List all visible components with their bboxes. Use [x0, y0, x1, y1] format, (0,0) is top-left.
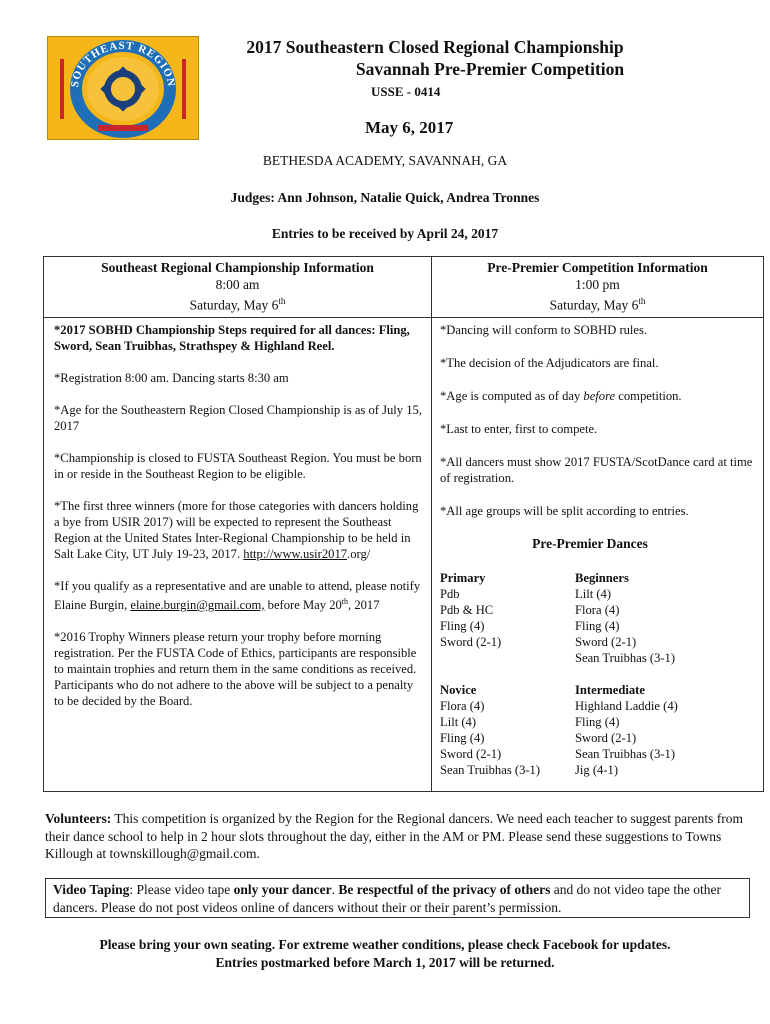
dance-item: Fling (4) [440, 731, 485, 745]
dance-item: Jig (4-1) [575, 763, 619, 777]
video-taping-note: Video Taping: Please video tape only your dancer. Be respectful of the privacy of others and do not video tape the other dancers. Please do not post videos online of dancers without their or their parent’s permission. [45, 878, 750, 918]
dance-item: Fling (4) [440, 619, 485, 633]
dance-item: Sword (2-1) [575, 635, 637, 649]
dance-item: Flora (4) [575, 603, 620, 617]
dance-item: Pdb & HC [440, 603, 494, 617]
dance-item: Sword (2-1) [440, 747, 502, 761]
dances-grid [440, 570, 760, 794]
dance-group [575, 570, 745, 666]
pre-premier-info-header: Pre-Premier Competition Information 1:00 pm Saturday, May 6th [487, 260, 708, 313]
pre-premier-info-list [440, 322, 760, 794]
age-note: *Age for the Southeastern Region Closed Championship is as of July 15, 2017 [54, 403, 422, 433]
championship-info-header: Southeast Regional Championship Information 8:00 am Saturday, May 6th [101, 260, 374, 313]
judges: Judges: Ann Johnson, Natalie Quick, Andrea Tronnes [230, 190, 540, 205]
rules-note: *Dancing will conform to SOBHD rules. [440, 323, 648, 337]
closed-note: *Championship is closed to FUSTA Southeast Region. You must be born in or reside in the Southeast Region to be eligible. [54, 451, 422, 481]
entries-deadline: Entries to be received by April 24, 2017 [271, 226, 499, 241]
southeast-region-logo [47, 36, 199, 140]
registration-note: *Registration 8:00 am. Dancing starts 8:30 am [54, 371, 289, 385]
footer [0, 936, 770, 972]
logo-text: SOUTHEAST REGION [68, 39, 178, 89]
dance-group-name: Novice [440, 683, 477, 697]
dance-item: Sean Truibhas (3-1) [575, 651, 676, 665]
dances-title: Pre-Premier Dances [532, 536, 648, 551]
dance-item: Lilt (4) [440, 715, 477, 729]
dance-item: Lilt (4) [575, 587, 612, 601]
dance-group-name: Primary [440, 571, 486, 585]
final-note: *The decision of the Adjudicators are final. [440, 356, 659, 370]
info-table [43, 256, 764, 792]
championship-info-list [54, 322, 424, 725]
dance-item: Fling (4) [575, 715, 620, 729]
dance-item: Highland Laddie (4) [575, 699, 678, 713]
trophy-note: *2016 Trophy Winners please return your trophy before morning registration. Per the FUSTA Code of Ethics, participants are responsible to maintain trophies and return them in the same conditions as received. Participants who do not adhere to the above will be subject to a penalty to be decided by the Board. [54, 630, 417, 709]
dance-group [440, 682, 575, 778]
volunteers-note: Volunteers: This competition is organized by the Region for the Regional dancers. We need each teacher to suggest parents from their dance school to help in 2 hour slots throughout the day, either in the AM or PM. Please send these suggestions to Towns Killough at townskillough@gmail.com. [45, 811, 743, 861]
dance-group-name: Beginners [575, 571, 629, 585]
last-note: *Last to enter, first to compete. [440, 422, 598, 436]
split-note: *All age groups will be split according to entries. [440, 504, 689, 518]
table-header-divider [44, 317, 763, 318]
page-subtitle: Savannah Pre-Premier Competition [355, 59, 625, 79]
dance-item: Sword (2-1) [575, 731, 637, 745]
winners-note: *The first three winners (more for those categories with dancers holding a bye from USIR 2017) will be expected to represent the Southeast Region at the United States Inter-Regional Championship to be held in Salt Lake City, UT July 19-23, 2017. http://www.usir2017.org/ [54, 499, 419, 561]
competition-date: May 6, 2017 [365, 118, 454, 137]
celtic-knot-emblem-icon [48, 37, 198, 139]
dance-item: Sword (2-1) [440, 635, 502, 649]
table-column-divider [431, 257, 432, 791]
age-computed-note: *Age is computed as of day before competition. [440, 389, 682, 403]
dance-group [575, 682, 745, 778]
dance-item: Flora (4) [440, 699, 485, 713]
venue: BETHESDA ACADEMY, SAVANNAH, GA [262, 153, 508, 168]
usir-link[interactable]: http://www.usir2017 [243, 547, 348, 561]
qualify-note: *If you qualify as a representative and are unable to attend, please notify Elaine Burgin, elaine.burgin@gmail.com, before May 20th, 2017 [54, 579, 421, 613]
seating-note: Please bring your own seating. For extreme weather conditions, please check Facebook for updates. [99, 937, 671, 952]
dance-item: Sean Truibhas (3-1) [440, 763, 541, 777]
dance-group-name: Intermediate [575, 683, 645, 697]
dance-group [440, 570, 575, 666]
dance-item: Sean Truibhas (3-1) [575, 747, 676, 761]
card-note: *All dancers must show 2017 FUSTA/ScotDance card at time of registration. [440, 455, 753, 485]
postmark-note: Entries postmarked before March 1, 2017 will be returned. [215, 955, 555, 970]
steps-note: *2017 SOBHD Championship Steps required for all dances: Fling, Sword, Sean Truibhas, Strathspey & Highland Reel. [54, 323, 410, 353]
dance-item: Fling (4) [575, 619, 620, 633]
header [205, 36, 685, 137]
elaine-email-link[interactable]: elaine.burgin@gmail.com, [130, 598, 265, 613]
competition-code: USSE - 0414 [371, 84, 441, 99]
dance-item: Pdb [440, 587, 460, 601]
page-title: 2017 Southeastern Closed Regional Championship [246, 37, 624, 57]
